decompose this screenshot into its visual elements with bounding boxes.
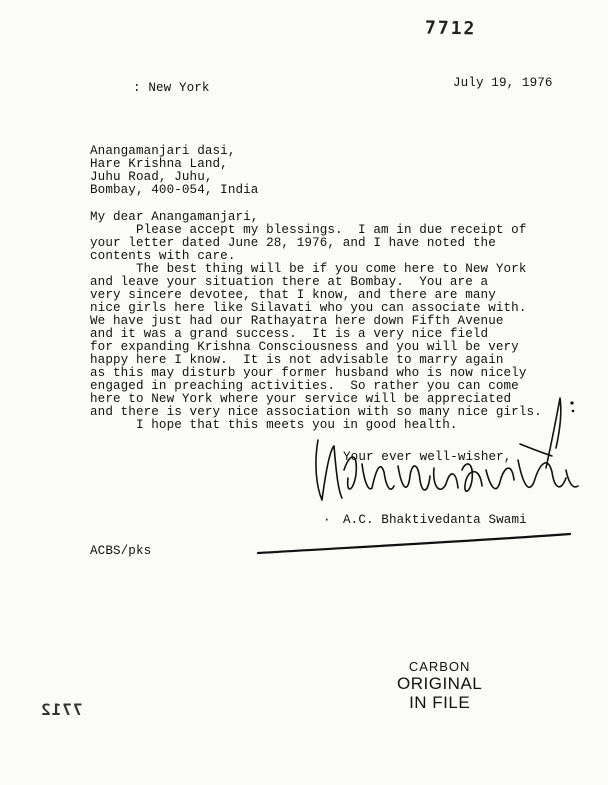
body-line: your letter dated June 28, 1976, and I have noted the	[90, 236, 496, 250]
carbon-stamp-line2: ORIGINAL	[397, 674, 483, 693]
body-line: Please accept my blessings. I am in due receipt of	[90, 223, 527, 237]
reference-initials: ACBS/pks	[90, 544, 152, 558]
signer-name: A.C. Bhaktivedanta Swami	[343, 513, 527, 527]
address-line: Juhu Road, Juhu,	[90, 170, 213, 184]
body-line: and it was a grand success. It is a very nice field	[90, 327, 489, 341]
body-line: nice girls here like Silavati who you can associate with.	[90, 301, 527, 315]
body-line: and leave your situation there at Bombay. You are a	[90, 275, 489, 289]
body-line: for expanding Krishna Consciousness and you will be very	[90, 340, 519, 354]
body-line: very sincere devotee, that I know, and there are many	[90, 288, 496, 302]
signer-name-bullet: ·	[323, 513, 331, 527]
file-number-stamp: 7712	[424, 17, 477, 40]
body-line: happy here I know. It is not advisable to marry again	[90, 353, 504, 367]
carbon-original-stamp	[397, 659, 482, 712]
address-line: Hare Krishna Land,	[90, 157, 228, 171]
address-line: Bombay, 400-054, India	[90, 183, 259, 197]
letter-place: : New York	[133, 81, 210, 95]
body-line: and there is very nice association with so many nice girls.	[90, 405, 542, 419]
carbon-stamp-line1: CARBON	[408, 659, 471, 674]
side-document-number: 7712	[40, 700, 83, 719]
body-line: engaged in preaching activities. So rather you can come	[90, 379, 519, 393]
valediction: Your ever well-wisher,	[343, 450, 512, 464]
carbon-stamp-line3: IN FILE	[409, 693, 471, 712]
salutation: My dear Anangamanjari,	[90, 210, 259, 224]
body-line: We have just had our Rathayatra here down Fifth Avenue	[90, 314, 504, 328]
body-line: as this may disturb your former husband who is now nicely	[90, 366, 527, 380]
body-line: I hope that this meets you in good health.	[90, 418, 458, 432]
letter-date: July 19, 1976	[453, 76, 553, 90]
body-line: contents with care.	[90, 249, 236, 263]
address-line: Anangamanjari dasi,	[90, 144, 236, 158]
body-line: here to New York where your service will be appreciated	[90, 392, 512, 406]
body-line: The best thing will be if you come here to New York	[90, 262, 527, 276]
